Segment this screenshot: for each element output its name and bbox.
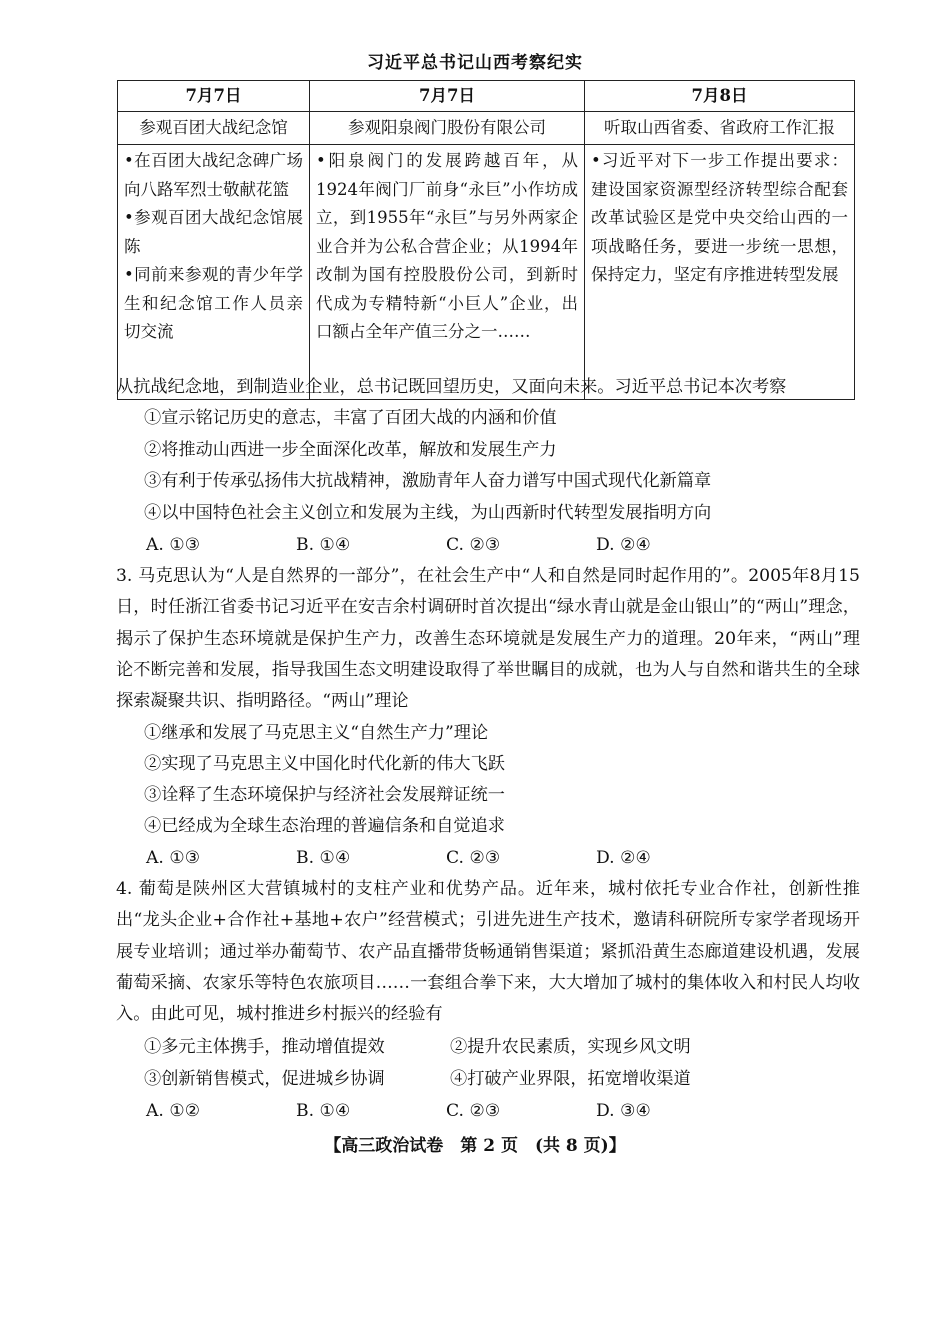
choice-a[interactable]: A. ①③ <box>146 535 201 555</box>
choice-b[interactable]: B. ①④ <box>296 1101 351 1121</box>
choice-a[interactable]: A. ①② <box>146 1101 201 1121</box>
question-3-option: ①继承和发展了马克思主义“自然生产力”理论 <box>144 723 489 743</box>
table-bullet: •同前来参观的青少年学生和纪念馆工作人员亲切交流 <box>124 265 303 341</box>
question-4-options-row <box>144 1064 691 1095</box>
choice-d[interactable]: D. ②④ <box>596 535 651 555</box>
question-4-option: ②提升农民素质，实现乡风文明 <box>450 1037 691 1057</box>
question-2-option: ③有利于传承弘扬伟大抗战精神，激励青年人奋力谱写中国式现代化新篇章 <box>144 471 712 491</box>
question-4-option: ③创新销售模式，促进城乡协调 <box>144 1069 385 1089</box>
table-content-cell <box>310 145 585 400</box>
table-bullet: •习近平对下一步工作提出要求：建设国家资源型经济转型综合配套改革试验区是党中央交给山西的一项战略任务，要进一步统一思想，保持定力，坚定有序推进转型发展 <box>591 151 848 284</box>
choice-c[interactable]: C. ②③ <box>446 848 501 868</box>
question-2-option: ④以中国特色社会主义创立和发展为主线，为山西新时代转型发展指明方向 <box>144 503 712 523</box>
question-2-choices <box>146 530 651 560</box>
choice-c[interactable]: C. ②③ <box>446 535 501 555</box>
choice-d[interactable]: D. ③④ <box>596 1101 651 1121</box>
table-title: 习近平总书记山西考察纪实 <box>367 53 583 73</box>
choice-b[interactable]: B. ①④ <box>296 535 351 555</box>
visit-record-table <box>117 80 855 400</box>
table-date-cell: 7月8日 <box>585 81 855 112</box>
question-3-option: ②实现了马克思主义中国化时代化新的伟大飞跃 <box>144 754 505 774</box>
table-date-cell: 7月7日 <box>310 81 585 112</box>
question-4-stem: 4. 葡萄是陕州区大营镇城村的支柱产业和优势产品。近年来，城村依托专业合作社，创新性推出“龙头企业+合作社+基地+农户”经营模式；引进先进生产技术，邀请科研院所专家学者现场开展专业培训；通过举办葡萄节、农产品直播带货畅通销售渠道；紧抓沿黄生态廊道建设机遇，发展葡萄采摘、农家乐等特色农旅项目……一套组合拳下来，大大增加了城村的集体收入和村民人均收入。由此可见，城村推进乡村振兴的经验有 <box>116 879 860 1025</box>
choice-a[interactable]: A. ①③ <box>146 848 201 868</box>
question-3-stem: 3. 马克思认为“人是自然界的一部分”，在社会生产中“人和自然是同时起作用的”。2005年8月15日，时任浙江省委书记习近平在安吉余村调研时首次提出“绿水青山就是金山银山”的“两山”理念，揭示了保护生态环境就是保护生产力，改善生态环境就是发展生产力的道理。20年来，“两山”理论不断完善和发展，指导我国生态文明建设取得了举世瞩目的成就，也为人与自然和谐共生的全球探索凝聚共识、指明路径。“两山”理论 <box>116 566 860 712</box>
question-2-stem: 从抗战纪念地，到制造业企业，总书记既回望历史，又面向未来。习近平总书记本次考察 <box>116 377 787 397</box>
choice-d[interactable]: D. ②④ <box>596 848 651 868</box>
choice-c[interactable]: C. ②③ <box>446 1101 501 1121</box>
question-2-option: ①宣示铭记历史的意志，丰富了百团大战的内涵和价值 <box>144 408 557 428</box>
page-footer: 【高三政治试卷 第 2 页 (共 8 页)】 <box>324 1136 626 1156</box>
question-4-option: ④打破产业界限，拓宽增收渠道 <box>450 1069 691 1089</box>
question-3-choices <box>146 843 651 873</box>
question-4-option: ①多元主体携手，推动增值提效 <box>144 1037 385 1057</box>
question-2-option: ②将推动山西进一步全面深化改革，解放和发展生产力 <box>144 440 557 460</box>
question-3-option: ③诠释了生态环境保护与经济社会发展辩证统一 <box>144 785 505 805</box>
choice-b[interactable]: B. ①④ <box>296 848 351 868</box>
table-bullet: •阳泉阀门的发展跨越百年，从1924年阀门厂前身“永巨”小作坊成立，到1955年“永巨”与另外两家企业合并为公私合营企业；从1994年改制为国有控股股份公司，到新时代成为专精特新“小巨人”企业，出口额占全年产值三分之一…… <box>316 151 578 341</box>
table-place-cell: 听取山西省委、省政府工作汇报 <box>585 112 855 145</box>
table-place-cell: 参观阳泉阀门股份有限公司 <box>310 112 585 145</box>
table-content-cell <box>118 145 310 400</box>
table-bullet: •参观百团大战纪念馆展陈 <box>124 208 303 256</box>
table-content-cell <box>585 145 855 400</box>
question-4-choices <box>146 1096 651 1126</box>
table-bullet: •在百团大战纪念碑广场向八路军烈士敬献花篮 <box>124 151 303 199</box>
question-3-option: ④已经成为全球生态治理的普遍信条和自觉追求 <box>144 816 505 836</box>
table-place-cell: 参观百团大战纪念馆 <box>118 112 310 145</box>
question-4-options-row <box>144 1032 691 1063</box>
table-date-cell: 7月7日 <box>118 81 310 112</box>
